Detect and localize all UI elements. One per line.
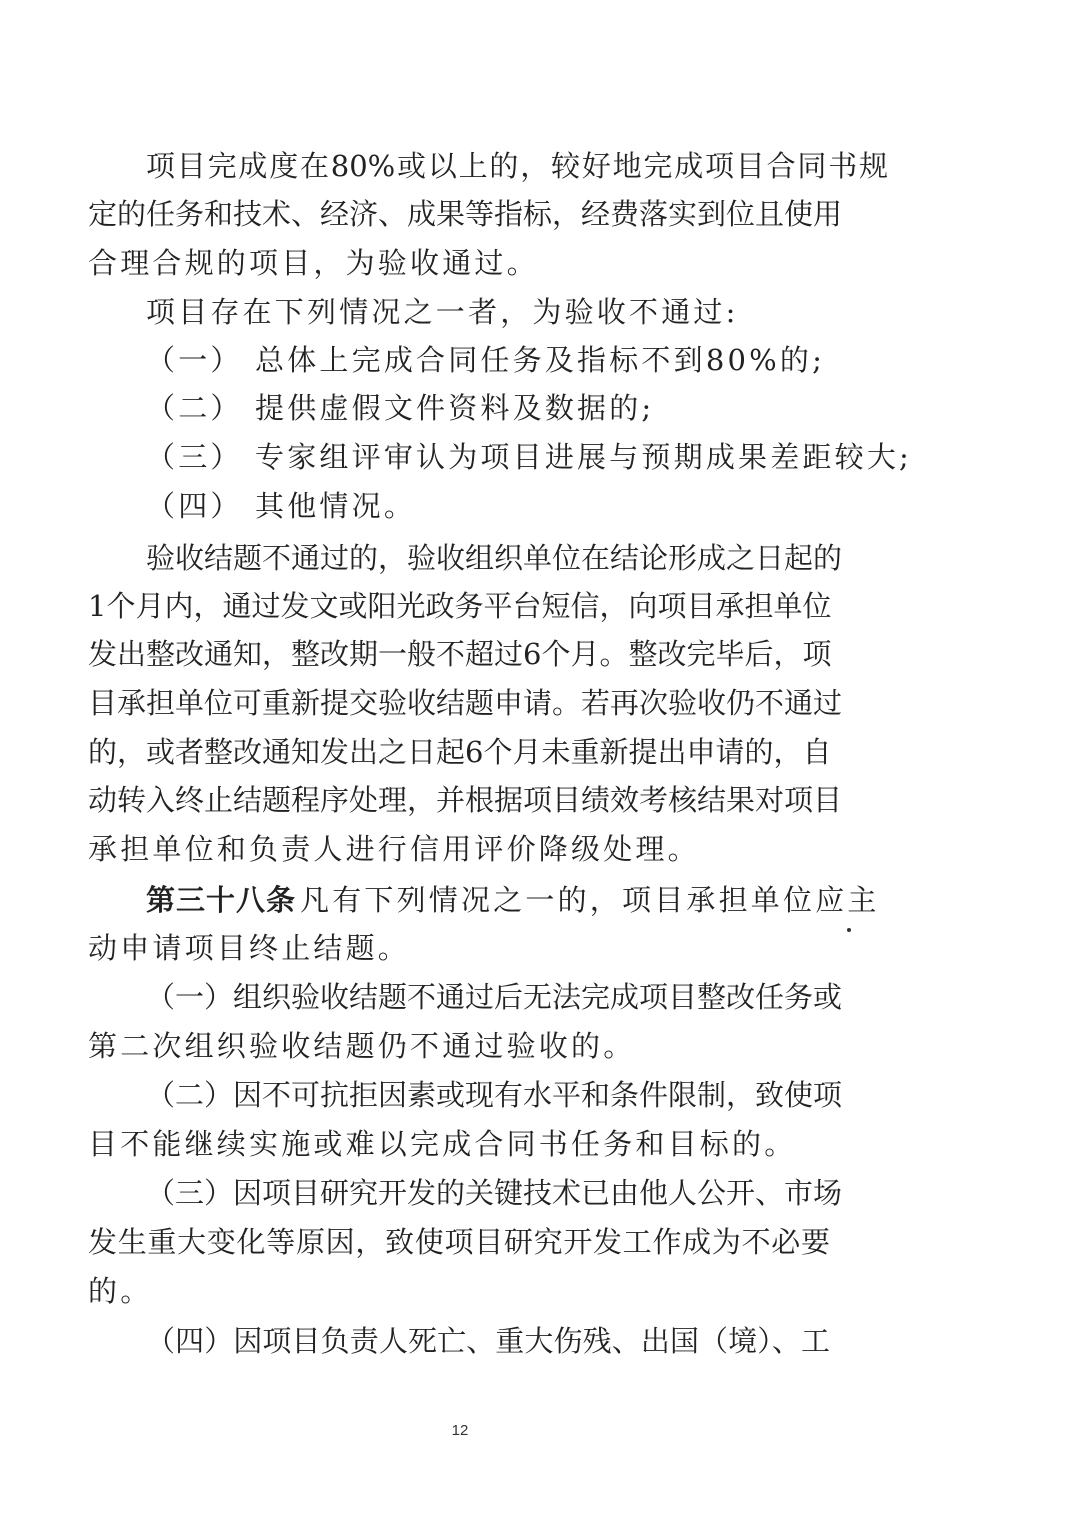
paragraph-line: 目不能继续实施或难以完成合同书任务和目标的。: [88, 1127, 797, 1161]
paragraph-line: 合理合规的项目，为验收通过。: [88, 246, 539, 280]
paragraph-line: （三）因项目研究开发的关键技术已由他人公开、市场: [146, 1176, 843, 1210]
paragraph-line: 承担单位和负责人进行信用评价降级处理。: [88, 832, 700, 866]
paragraph-line: 动申请项目终止结题。: [88, 931, 411, 965]
article-heading: 第三十八条: [146, 883, 297, 917]
paragraph-line: 凡有下列情况之一的，项目承担单位应主: [300, 883, 880, 917]
paragraph-line: 发生重大变化等原因，致使项目研究开发工作成为不必要: [88, 1225, 830, 1259]
paragraph-line: （一）组织验收结题不通过后无法完成项目整改任务或: [146, 980, 843, 1014]
paragraph-line: 的，或者整改通知发出之日起6个月未重新提出申请的，自: [88, 735, 832, 769]
paragraph-line: （二）因不可抗拒因素或现有水平和条件限制，致使项: [146, 1078, 843, 1112]
paragraph-line: （四）因项目负责人死亡、重大伤残、出国（境）、工: [146, 1324, 830, 1358]
list-item: （四） 其他情况。: [146, 489, 417, 523]
page-number: 12: [451, 1422, 469, 1439]
paragraph-line: 定的任务和技术、经济、成果等指标，经费落实到位且使用: [88, 197, 843, 231]
list-item: （三） 专家组评审认为项目进展与预期成果差距较大;: [146, 440, 912, 474]
list-item: （二） 提供虚假文件资料及数据的;: [146, 391, 655, 425]
paragraph-line: 发出整改通知，整改期一般不超过6个月。整改完毕后，项: [88, 637, 832, 671]
scan-speck: [847, 928, 851, 932]
paragraph-line: 1个月内，通过发文或阳光政务平台短信，向项目承担单位: [88, 589, 832, 623]
paragraph-line: 动转入终止结题程序处理，并根据项目绩效考核结果对项目: [88, 783, 843, 817]
paragraph-line: 第二次组织验收结题仍不通过验收的。: [88, 1029, 636, 1063]
paragraph-line: 项目存在下列情况之一者，为验收不通过:: [146, 295, 739, 329]
paragraph-line: 验收结题不通过的，验收组织单位在结论形成之日起的: [146, 541, 843, 575]
paragraph-line: 项目完成度在80%或以上的，较好地完成项目合同书规: [146, 149, 888, 183]
paragraph-line: 目承担单位可重新提交验收结题申请。若再次验收仍不通过: [88, 686, 843, 720]
list-item: （一） 总体上完成合同任务及指标不到80%的;: [146, 343, 826, 377]
paragraph-line: 的。: [88, 1274, 153, 1308]
